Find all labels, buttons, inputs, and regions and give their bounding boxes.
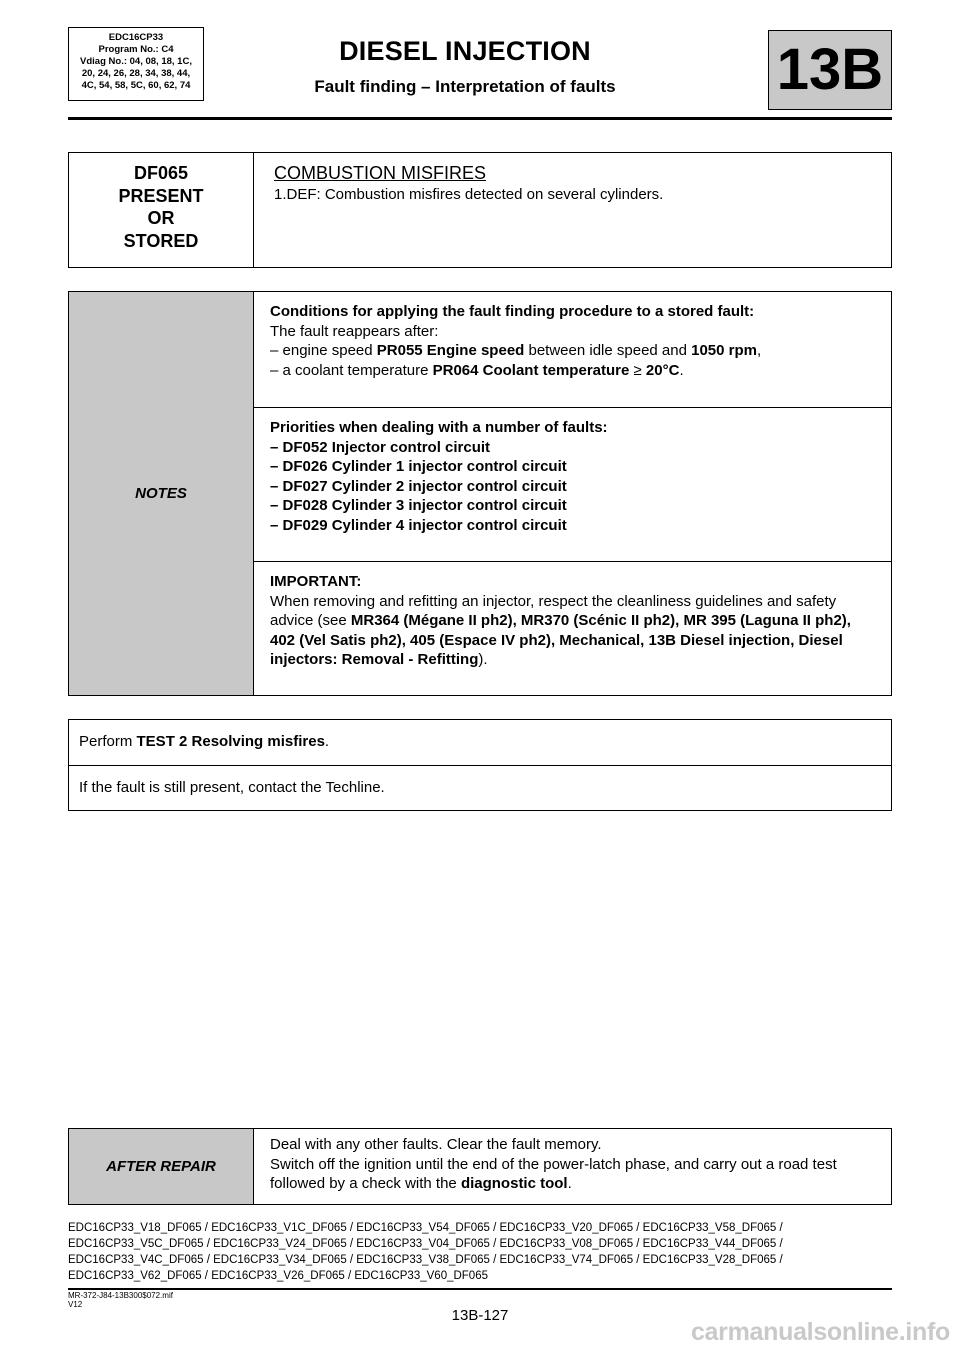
- program-line: EDC16CP33: [108, 32, 164, 43]
- reference-line: EDC16CP33_V62_DF065 / EDC16CP33_V26_DF065 / EDC16CP33_V60_DF065: [68, 1270, 488, 1282]
- conditions-heading: Conditions for applying the fault finding procedure to a stored fault:: [270, 303, 755, 320]
- after-repair-instructions: [254, 1129, 892, 1205]
- priority-item: – DF052 Injector control circuit: [270, 438, 491, 456]
- important-cell: [254, 562, 892, 696]
- section-code-badge: 13B: [768, 30, 892, 110]
- after-repair-table: [68, 1128, 892, 1205]
- site-watermark: carmanualsonline.info: [690, 1318, 950, 1346]
- fault-state: STORED: [123, 230, 199, 251]
- reference-line: EDC16CP33_V18_DF065 / EDC16CP33_V1C_DF065 / EDC16CP33_V54_DF065 / EDC16CP33_V20_DF065 / EDC16CP33_V58_DF065 /: [68, 1222, 783, 1234]
- conditions-intro: The fault reappears after:: [270, 322, 439, 340]
- fault-header-table: [68, 152, 892, 268]
- test-reference: TEST 2 Resolving misfires: [136, 733, 325, 750]
- page-title: DIESEL INJECTION: [339, 36, 591, 66]
- conditions-cell: [254, 292, 892, 408]
- page-subtitle: Fault finding – Interpretation of faults: [314, 77, 616, 96]
- important-text: When removing and refitting an injector, respect the cleanliness guidelines and safety advice (see MR364 (Mégane II ph2), MR370 (Scénic II ph2), MR 395 (Laguna II ph2), 402 (Vel Satis ph2), 405 (Espace IV ph2), Mechanical, 13B Diesel injection, Diesel injectors: Removal - Refitting).: [270, 592, 851, 668]
- footer-divider: [68, 1288, 892, 1290]
- reference-line: EDC16CP33_V5C_DF065 / EDC16CP33_V24_DF065 / EDC16CP33_V04_DF065 / EDC16CP33_V08_DF065 / EDC16CP33_V44_DF065 /: [68, 1238, 783, 1250]
- vehicle-program-box: [68, 27, 204, 101]
- after-repair-label: AFTER REPAIR: [69, 1129, 254, 1205]
- header-divider: [68, 117, 892, 120]
- fault-status-cell: [69, 153, 254, 268]
- fault-definition: 1.DEF: Combustion misfires detected on several cylinders.: [274, 186, 664, 203]
- notes-label: NOTES: [69, 292, 254, 696]
- program-line: 4C, 54, 58, 5C, 60, 62, 74: [81, 80, 191, 91]
- perform-test-cell: Perform TEST 2 Resolving misfires.: [69, 720, 892, 766]
- techline-cell: If the fault is still present, contact the Techline.: [69, 766, 892, 811]
- fault-code: DF065: [133, 163, 189, 183]
- priority-item: – DF027 Cylinder 2 injector control circuit: [270, 477, 567, 495]
- after-repair-line: Switch off the ignition until the end of the power-latch phase, and carry out a road test followed by a check with the diagnostic tool.: [270, 1155, 837, 1192]
- after-repair-line: Deal with any other faults. Clear the fault memory.: [270, 1136, 602, 1153]
- condition-item: – engine speed PR055 Engine speed between idle speed and 1050 rpm,: [270, 342, 762, 359]
- procedure-table: [68, 719, 892, 811]
- notes-table: [68, 291, 892, 696]
- page-number: 13B-127: [451, 1307, 509, 1324]
- priorities-cell: [254, 408, 892, 562]
- source-file: MR-372-J84-13B300$072.mif: [68, 1291, 173, 1300]
- fault-description-cell: [254, 153, 892, 268]
- fault-references: [68, 1220, 898, 1284]
- fault-title: COMBUSTION MISFIRES: [274, 163, 487, 183]
- program-line: Vdiag No.: 04, 08, 18, 1C,: [80, 56, 192, 67]
- program-line: 20, 24, 26, 28, 34, 38, 44,: [81, 68, 191, 79]
- program-line: Program No.: C4: [98, 44, 174, 55]
- fault-state: PRESENT: [118, 185, 204, 206]
- important-heading: IMPORTANT:: [270, 573, 362, 590]
- priority-item: – DF029 Cylinder 4 injector control circuit: [270, 516, 567, 534]
- priorities-heading: Priorities when dealing with a number of faults:: [270, 419, 608, 436]
- condition-item: – a coolant temperature PR064 Coolant temperature ≥ 20°C.: [270, 361, 684, 379]
- priority-item: – DF026 Cylinder 1 injector control circuit: [270, 458, 567, 475]
- priority-item: – DF028 Cylinder 3 injector control circuit: [270, 497, 567, 514]
- reference-line: EDC16CP33_V4C_DF065 / EDC16CP33_V34_DF065 / EDC16CP33_V38_DF065 / EDC16CP33_V74_DF065 / EDC16CP33_V28_DF065 /: [68, 1254, 783, 1266]
- document-version: V12: [68, 1300, 83, 1309]
- fault-state-or: OR: [147, 208, 175, 228]
